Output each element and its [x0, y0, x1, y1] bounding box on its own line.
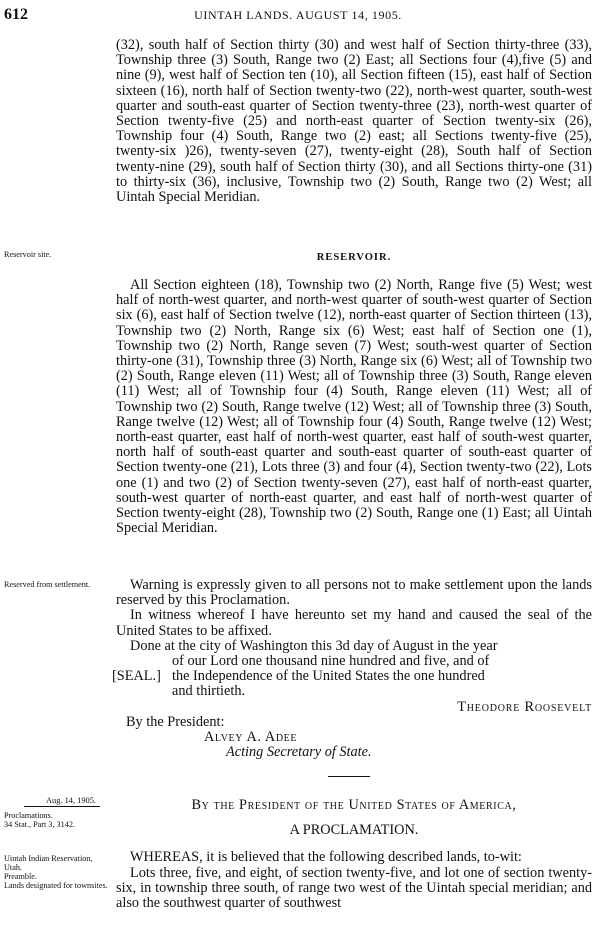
margin-notes-proclamation	[4, 796, 110, 829]
continuation-text: (32), south half of Section thirty (30) and west half of Section thirty-three (33), Township three (3) South, Range two (2) East; all Sections four (4),five (5) and nine (9), west half of Section ten (10), all Section fifteen (15), east half of Section sixteen (16), north half of Section twenty-two (22), north-west quarter, south-west quarter and south-east quarter of Section twenty-three (23), north-west quarter of Section twenty-five (25) and north-east quarter of Section twenty-six (26), Township four (4) South, Range two (2) east; all Sections twenty-five (25), twenty-six )26), twenty-seven (27), twenty-eight (28), South half of Section twenty-nine (29), south half of Section thirty (30), and all Sections thirty-one (31) to thirty-six (36), inclusive, Township two (2) South, Range two (2) West; all Uintah Special Meridian.	[116, 37, 592, 206]
reservoir-paragraph: All Section eighteen (18), Township two (2) North, Range five (5) West; west half of north-west quarter, and north-west quarter of south-west quarter of Section six (6), east half of Section twelve (12), north-east quarter of Section thirteen (13), Township two (2) North, Range six (6) West; east half of Section one (1), Township two (2) North, Range seven (7) West; south-west quarter of Section thirty-one (31), Township three (3) North, Range six (6) West; all of Township two (2) South, Range eleven (11) West; all of Township three (3) South, Range eleven (11) West; all of Township four (4) South, Range eleven (11) West; all of Township two (2) South, Range twelve (12) West; all of Township three (3) South, Range twelve (12) West; all of Township four (4) South, Range twelve (12) West; north-east quarter, east half of north-west quarter, east half of south-west quarter, north half of south-east quarter and south-east quarter of south-east quarter of Section twenty-one (21), Lots three (3) and four (4), Section twenty-two (22), Lots one (1) and two (2) of Section twenty-seven (27), east half of north-east quarter, south-west quarter of north-east quarter, and east half of north-west quarter of Section twenty-eight (28), Township two (2) South, Range one (1) East; all Uintah Special Meridian.	[116, 277, 592, 537]
new-proclamation	[116, 798, 592, 911]
signature-adee: Alvey A. Adee	[204, 729, 298, 746]
adee-title: Acting Secretary of State.	[226, 744, 372, 761]
done-line-4: and thirtieth.	[172, 683, 246, 700]
margin-notes-uintah	[4, 854, 110, 890]
lots-paragraph: Lots three, five, and eight, of section twenty-five, and lot one of section twenty-six, in township three south, of range two west of the Uintah special meridian; and also the southwest quarter of southwest	[116, 864, 592, 912]
continuation-paragraph	[116, 38, 592, 205]
proclamation-closing	[112, 577, 592, 761]
running-head: UINTAH LANDS. AUGUST 14, 1905.	[194, 8, 402, 22]
proclamation-header: By the President of the United States of America,	[191, 797, 517, 813]
done-block	[112, 653, 592, 700]
by-the-president: By the President:	[126, 713, 225, 730]
page-number: 612	[4, 6, 28, 23]
done-line-2: of our Lord one thousand nine hundred and five, and of	[172, 653, 490, 670]
margin-uintah: Uintah Indian Reservation, Utah.	[4, 854, 93, 872]
margin-preamble: Preamble.	[4, 872, 37, 881]
seal-mark: [SEAL.]	[112, 668, 161, 685]
reservoir-title: RESERVOIR.	[316, 252, 392, 263]
margin-note-reserved: Reserved from settlement.	[4, 580, 91, 589]
margin-date: Aug. 14, 1905.	[24, 796, 100, 807]
margin-stat-citation: 34 Stat., Part 3, 3142.	[4, 820, 75, 829]
section-divider	[328, 776, 370, 777]
margin-townsites: Lands designated for townsites.	[4, 881, 108, 890]
whereas-paragraph: WHEREAS, it is believed that the following described lands, to-wit:	[130, 849, 522, 866]
margin-note-reservoir: Reservoir site.	[4, 250, 52, 259]
reservoir-heading	[116, 250, 592, 265]
witness-paragraph: In witness whereof I have hereunto set my hand and caused the seal of the United States to be affixed.	[116, 607, 592, 639]
signature-roosevelt: Theodore Roosevelt	[457, 698, 592, 715]
warning-paragraph: Warning is expressly given to all persons not to make settlement upon the lands reserved by this Proclamation.	[116, 577, 592, 609]
proclamation-title: A PROCLAMATION.	[289, 822, 419, 839]
margin-proclamations: Proclamations.	[4, 811, 53, 820]
done-line-3-row	[112, 668, 592, 685]
done-line-3: the Independence of the United States the one hundred	[172, 668, 485, 685]
page-header	[4, 6, 592, 26]
done-line-1: Done at the city of Washington this 3d day of August in the year	[130, 637, 498, 654]
reservoir-section	[116, 278, 592, 536]
